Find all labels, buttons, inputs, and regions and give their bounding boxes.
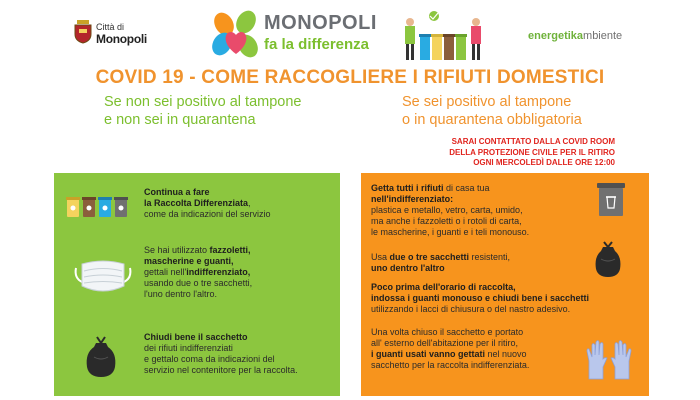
city-logo — [74, 18, 154, 52]
right-b3-l1: Poco prima dell'orario di raccolta, — [371, 282, 516, 292]
right-subtitle-line1: Se sei positivo al tampone — [402, 94, 572, 110]
left-subtitle-line1: Se non sei positivo al tampone — [104, 94, 302, 110]
left-b3-l4: servizio nel contenitore per la raccolta. — [144, 365, 298, 375]
left-b2-l5: l'uno dentro l'altro. — [144, 289, 217, 299]
face-mask-icon — [72, 256, 134, 298]
right-b1-l1b: di casa tua — [443, 183, 490, 193]
campaign-logo — [212, 8, 492, 64]
partner-name-part2: mbiente — [583, 30, 623, 42]
city-crest-icon — [74, 20, 92, 44]
logo-subtitle: fa la differenza — [264, 36, 370, 53]
right-b3-l2: indossa i guanti monouso e chiudi bene i sacchetti — [371, 293, 590, 303]
logo-title: MONOPOLI — [264, 12, 377, 34]
right-b4-l2: all' esterno dell'abitazione per il ritiro, — [371, 338, 519, 348]
left-block-2 — [144, 245, 338, 300]
partner-name-part1: energetika — [528, 30, 584, 42]
right-b1-l2: nell'indifferenziato: — [371, 194, 454, 204]
left-subtitle — [104, 93, 344, 129]
right-b4-l3b: nel nuovo — [485, 349, 527, 359]
notice-line1: SARAI CONTATTATO DALLA COVID ROOM — [451, 137, 615, 146]
right-b2-l1c: resistenti, — [469, 252, 511, 262]
right-b1-l1a: Getta tutti i rifiuti — [371, 183, 444, 193]
double-trash-bag-icon — [593, 239, 623, 279]
right-b4-l4: sacchetto per la raccolta indifferenziata. — [371, 360, 530, 370]
right-block-4 — [371, 327, 587, 371]
right-b3-l3: utilizzando i lacci di chiusura o del nastro adesivo. — [371, 304, 571, 314]
left-b1-line3: come da indicazioni del servizio — [144, 209, 271, 219]
left-b2-l3b: indifferenziato, — [186, 267, 251, 277]
heart-leaves-icon — [212, 10, 260, 62]
left-b3-l2: dei rifiuti indifferenziati — [144, 343, 233, 353]
city-name: Monopoli — [96, 32, 147, 46]
recycling-bins-icon — [66, 195, 130, 219]
right-b2-l2: uno dentro l'altro — [371, 263, 445, 273]
right-block-3 — [371, 282, 643, 315]
partner-logo — [528, 30, 622, 42]
left-b1-rest: , — [248, 198, 251, 208]
people-bins-illustration-icon — [392, 8, 492, 64]
gloves-icon — [585, 337, 633, 381]
page-title: COVID 19 - COME RACCOGLIERE I RIFIUTI DOMESTICI — [95, 67, 605, 88]
right-panel — [361, 173, 649, 396]
right-b2-l1b: due o tre sacchetti — [389, 252, 470, 262]
right-b1-l5: le mascherine, i guanti e i teli monouso. — [371, 227, 530, 237]
right-block-1 — [371, 183, 597, 238]
city-label-small: Città di — [96, 22, 125, 32]
right-b2-l1a: Usa — [371, 252, 390, 262]
left-b2-l2: mascherine e guanti, — [144, 256, 234, 266]
covid-room-notice — [395, 137, 615, 169]
right-b4-l1: Una volta chiuso il sacchetto e portato — [371, 327, 524, 337]
left-b3-l3: e gettalo coma da indicazioni del — [144, 354, 275, 364]
left-subtitle-line2: e non sei in quarantena — [104, 112, 256, 128]
left-b3-l1: Chiudi bene il sacchetto — [144, 332, 248, 342]
right-block-2 — [371, 252, 597, 274]
right-subtitle-line2: o in quarantena obbligatoria — [402, 112, 582, 128]
right-b4-l3a: i guanti usati vanno gettati — [371, 349, 486, 359]
left-block-1 — [144, 187, 334, 220]
left-b2-l1a: Se hai utilizzato — [144, 245, 210, 255]
grey-bin-icon — [597, 183, 625, 217]
right-subtitle — [402, 93, 642, 129]
left-b1-bold1: Continua a fare — [144, 187, 210, 197]
notice-line2: DELLA PROTEZIONE CIVILE PER IL RITIRO — [449, 147, 615, 157]
left-b1-bold2: la Raccolta Differenziata — [144, 198, 249, 208]
right-b1-l3: plastica e metallo, vetro, carta, umido, — [371, 205, 523, 215]
trash-bag-icon — [84, 333, 118, 379]
notice-line3: OGNI MERCOLEDÌ DALLE ORE 12:00 — [473, 158, 615, 167]
left-b2-l3a: gettali nell' — [144, 267, 187, 277]
left-panel — [54, 173, 340, 396]
left-b2-l4: usando due o tre sacchetti, — [144, 278, 253, 288]
left-block-3 — [144, 332, 338, 376]
left-b2-l1b: fazzoletti, — [209, 245, 251, 255]
header — [0, 0, 700, 68]
right-b1-l4: ma anche i fazzoletti o i rotoli di carta, — [371, 216, 522, 226]
